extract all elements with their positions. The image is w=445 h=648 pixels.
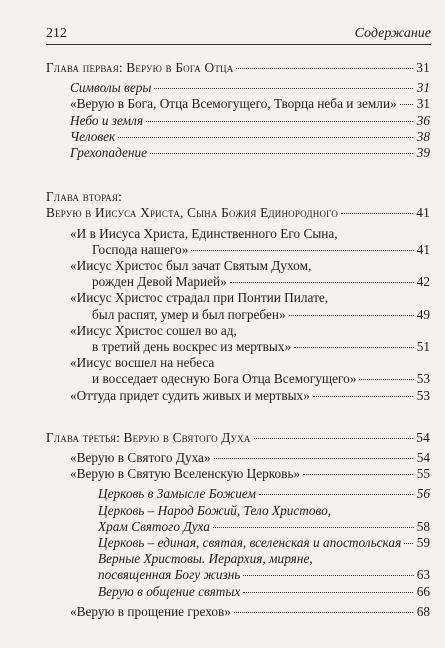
toc-subentry[interactable]: Верные Христовы. Иерархия, миряне, посвященная Богу жизнь 63 <box>98 551 430 583</box>
leader-dots <box>230 282 414 283</box>
toc-entry[interactable]: «Иисус Христос сошел во ад, в третий день воскрес из мертвых» 51 <box>70 322 430 355</box>
leader-dots <box>259 494 413 495</box>
leader-dots <box>341 213 413 214</box>
toc-entry[interactable]: Небо и земля 36 <box>70 112 430 128</box>
leader-dots <box>243 575 413 576</box>
page-header <box>46 24 431 45</box>
toc-subentry[interactable]: Церковь в Замысле Божием 56 <box>98 486 430 502</box>
toc-entry[interactable]: «И в Иисуса Христа, Единственного Его Сына, Господа нашего» 41 <box>70 225 430 257</box>
chapter-3 <box>46 430 430 620</box>
chapter-2-heading[interactable]: Верую в Иисуса Христа, Сына Божия Единородного 41 <box>46 205 430 221</box>
toc-subentry[interactable]: Верую в общение святых 66 <box>98 583 430 599</box>
toc-entry[interactable]: Символы веры 31 <box>70 80 430 96</box>
page-number: 212 <box>46 26 67 41</box>
leader-dots <box>191 250 413 251</box>
toc-entry[interactable]: «Верую в прощение грехов» 68 <box>70 603 430 619</box>
toc-entry[interactable]: «Иисус Христос был зачат Святым Духом, рожден Девой Марией» 42 <box>70 258 430 290</box>
leader-dots <box>234 612 413 613</box>
running-title: Содержание <box>354 26 431 41</box>
leader-dots <box>243 592 413 593</box>
page-ref: 31 <box>416 60 430 75</box>
toc-entry[interactable]: «Верую в Бога, Отца Всемогущего, Творца неба и земли» 31 <box>70 96 430 112</box>
leader-dots <box>254 438 413 439</box>
leader-dots <box>146 121 413 122</box>
toc-entry[interactable]: «Верую в Святую Вселенскую Церковь» 55 <box>70 466 430 482</box>
chapter-1 <box>46 60 430 161</box>
leader-dots <box>404 543 413 544</box>
toc-entry[interactable]: Грехопадение 39 <box>70 145 430 161</box>
table-of-contents <box>46 60 430 648</box>
leader-dots <box>118 137 413 138</box>
leader-dots <box>359 379 413 380</box>
leader-dots <box>289 315 414 316</box>
toc-entry[interactable]: «Верую в Святого Духа» 54 <box>70 450 430 466</box>
toc-entry[interactable]: «Иисус восшел на небеса и восседает одесную Бога Отца Всемогущего» 53 <box>70 355 430 387</box>
toc-subentry[interactable]: Церковь – единая, святая, вселенская и апостольская 59 <box>98 535 430 551</box>
leader-dots <box>313 396 413 397</box>
chapter-2 <box>46 189 430 404</box>
leader-dots <box>303 474 413 475</box>
toc-entry[interactable]: «Оттуда придет судить живых и мертвых» 53 <box>70 387 430 403</box>
leader-dots <box>150 153 413 154</box>
toc-entry[interactable]: Человек 38 <box>70 128 430 144</box>
chapter-2-label: Глава вторая: <box>46 189 122 205</box>
toc-entry[interactable]: «Иисус Христос страдал при Понтии Пилате, был распят, умер и был погребен» 49 <box>70 290 430 322</box>
chapter-3-heading[interactable]: Глава третья: Верую в Святого Духа 54 <box>46 429 430 445</box>
toc-subentry[interactable]: Церковь – Народ Божий, Тело Христово, Храм Святого Духа 58 <box>98 502 430 534</box>
leader-dots <box>400 104 413 105</box>
leader-dots <box>213 527 414 528</box>
leader-dots <box>214 458 413 459</box>
leader-dots <box>154 88 413 89</box>
leader-dots <box>294 347 414 348</box>
chapter-1-heading[interactable]: Глава первая: Верую в Бога Отца 31 <box>46 60 430 75</box>
leader-dots <box>236 68 413 69</box>
